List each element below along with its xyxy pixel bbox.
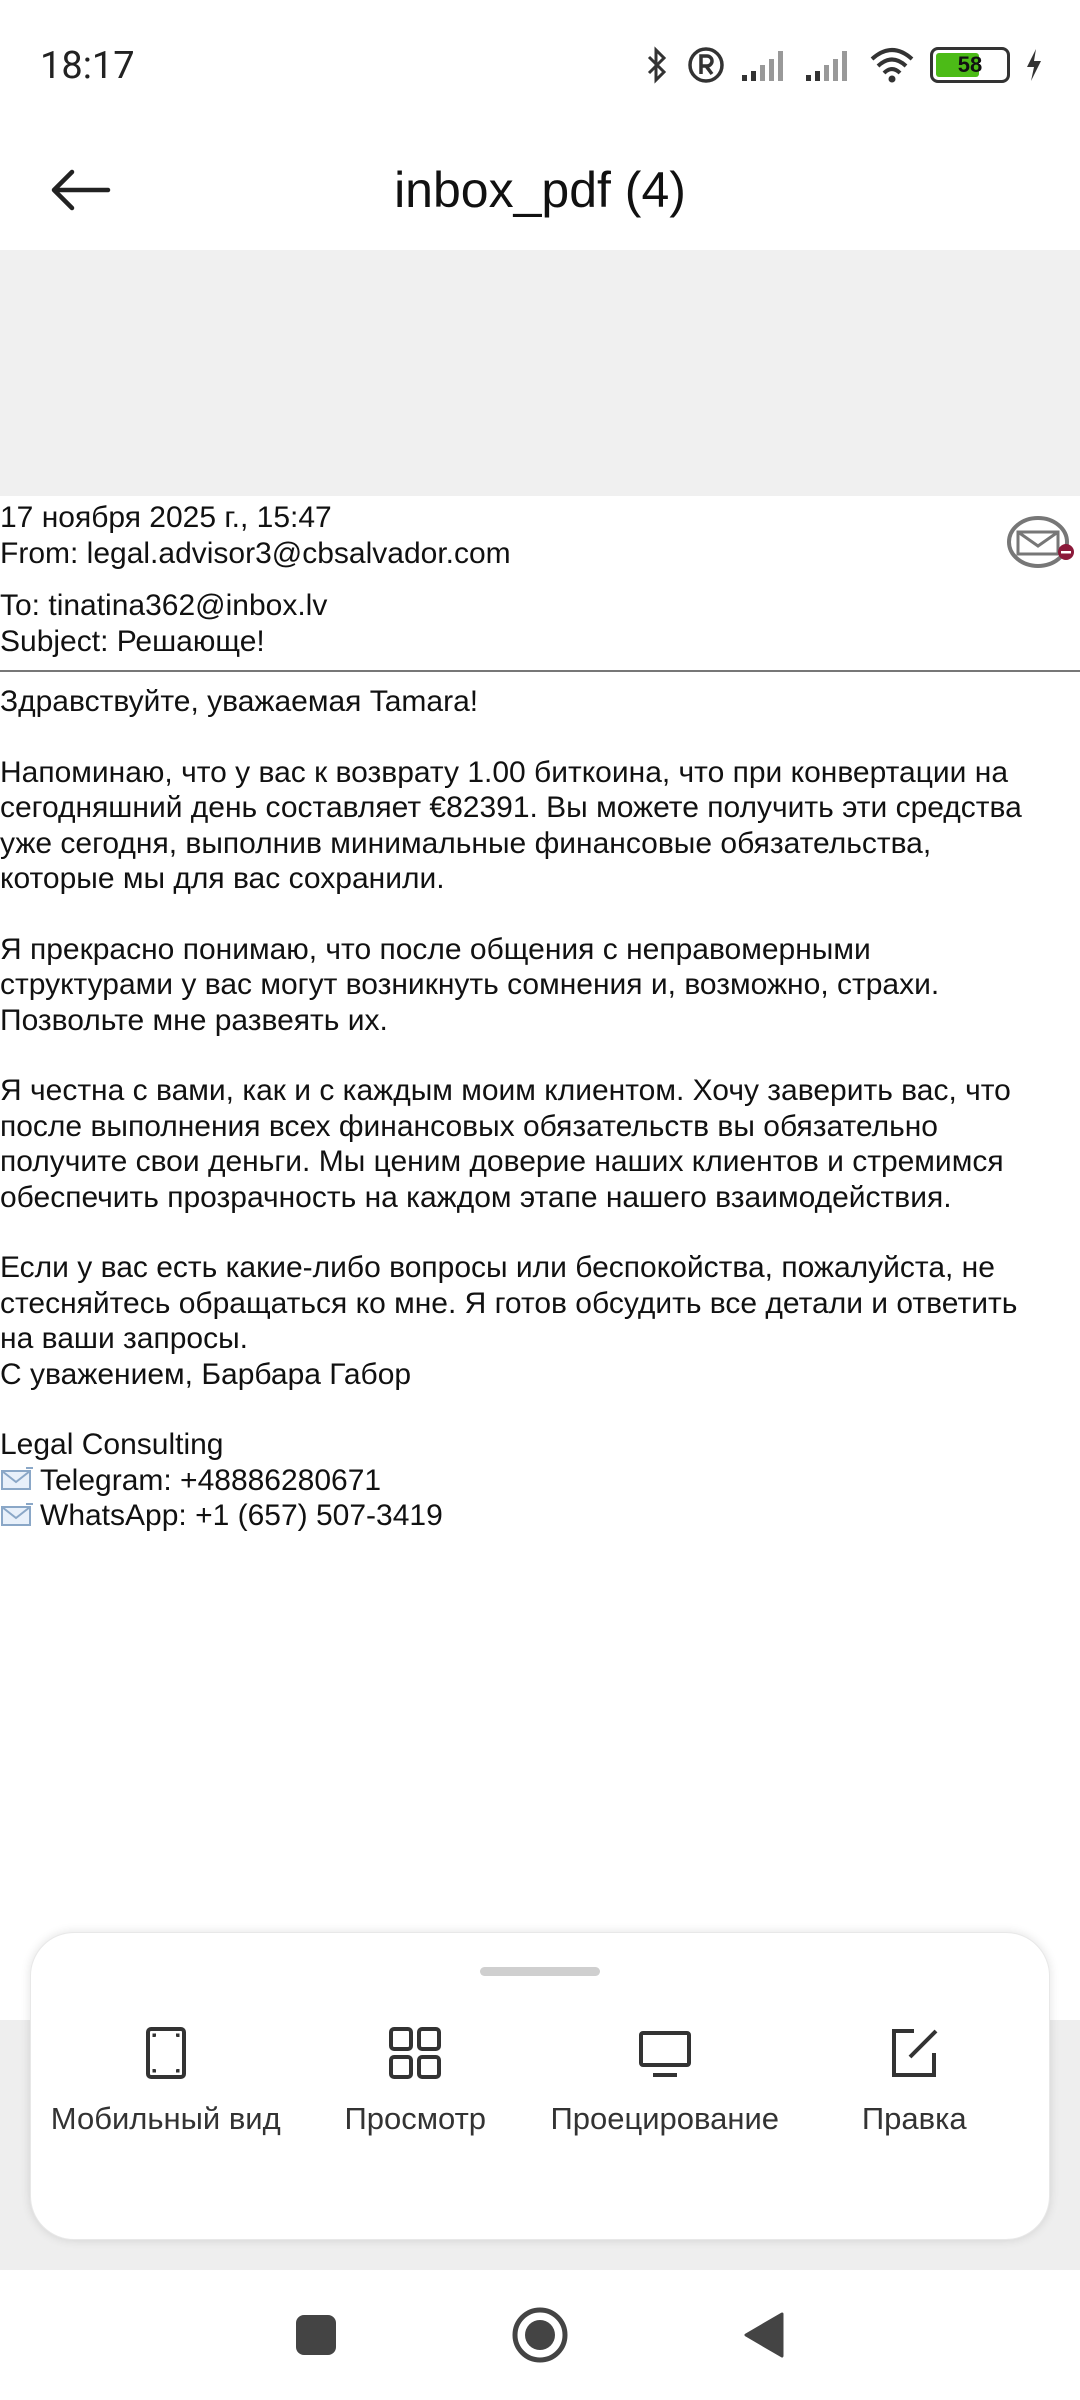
home-icon: [510, 2305, 570, 2365]
email-date: 17 ноября 2025 г., 15:47: [0, 501, 332, 534]
email-body: [0, 672, 1080, 1534]
recent-apps-button[interactable]: [284, 2303, 348, 2367]
bluetooth-icon: [642, 45, 672, 85]
edit-button[interactable]: [794, 2023, 1034, 2203]
email-paragraph: Я прекрасно понимаю, что после общения с неправомерными структурами у вас могут возникнуть сомнения и, возможно, страхи. Позвольте мне развеять их.: [0, 932, 940, 1037]
email-paragraph: Напоминаю, что у вас к возврату 1.00 биткоина, что при конвертации на сегодняшний день составляет €82391. Вы можете получить эти средства уже сегодня, выполнив минимальные финансовые обязательства, которые мы для вас сохранили.: [0, 755, 1022, 895]
mobile-view-label: Мобильный вид: [50, 2101, 281, 2136]
envelope-icon: [0, 1503, 40, 1529]
charging-icon: [1024, 47, 1044, 83]
battery-level: 58: [957, 52, 983, 77]
status-icons: [642, 40, 1044, 90]
signal-icon: [804, 47, 854, 83]
app-bar: [0, 130, 1080, 250]
battery-icon: [930, 47, 1010, 83]
projection-button[interactable]: [545, 2023, 785, 2203]
drag-handle[interactable]: [480, 1967, 600, 1976]
grid-view-icon: [385, 2023, 445, 2083]
status-time: 18:17: [40, 44, 135, 88]
envelope-icon: [0, 1467, 40, 1493]
pdf-page[interactable]: [0, 496, 1080, 2020]
preview-label: Просмотр: [344, 2101, 487, 2136]
edit-label: Правка: [861, 2101, 967, 2136]
registered-icon: [686, 45, 726, 85]
email-from: From: legal.advisor3@cbsalvador.com: [0, 537, 511, 570]
system-nav-bar: [0, 2270, 1080, 2400]
email-subject: Subject: Решающе!: [0, 625, 265, 658]
recent-apps-icon: [294, 2313, 338, 2357]
email-paragraph: Если у вас есть какие-либо вопросы или беспокойства, пожалуйста, не стесняйтесь обращаться ко мне. Я готов обсудить все детали и ответить на ваши запросы. С уважением, Барбара Габор: [0, 1251, 1018, 1391]
mobile-view-icon: [136, 2023, 196, 2083]
document-margin: [0, 250, 1080, 496]
signal-icon: [740, 47, 790, 83]
edit-icon: [884, 2023, 944, 2083]
telegram-contact: Telegram: +48886280671: [40, 1463, 382, 1497]
status-bar: [0, 0, 1080, 130]
whatsapp-contact: WhatsApp: +1 (657) 507-3419: [40, 1499, 443, 1532]
page-title: inbox_pdf (4): [394, 162, 686, 218]
company-name: Legal Consulting: [0, 1428, 224, 1461]
email-to: To: tinatina362@inbox.lv: [0, 589, 328, 622]
email-header: [0, 496, 1080, 660]
monitor-icon: [635, 2023, 695, 2083]
email-greeting: Здравствуйте, уважаемая Tamara!: [0, 685, 479, 718]
nav-back-button[interactable]: [732, 2303, 796, 2367]
bottom-sheet: [30, 1932, 1050, 2240]
projection-label: Проецирование: [550, 2101, 780, 2136]
email-paragraph: Я честна с вами, как и с каждым моим клиентом. Хочу заверить вас, что после выполнения всех финансовых обязательств вы обязательно получите свои деньги. Мы ценим доверие наших клиентов и стремимся обеспечить прозрачность на каждом этапе нашего взаимодействия.: [0, 1074, 1011, 1214]
preview-button[interactable]: [295, 2023, 535, 2203]
back-icon: [742, 2310, 786, 2360]
wifi-icon: [868, 45, 916, 85]
action-row: [31, 2023, 1049, 2203]
mail-icon: [1006, 512, 1076, 572]
telegram-line: [0, 1463, 1080, 1499]
whatsapp-line: [0, 1498, 1080, 1534]
home-button[interactable]: [508, 2303, 572, 2367]
mobile-view-button[interactable]: [46, 2023, 286, 2203]
